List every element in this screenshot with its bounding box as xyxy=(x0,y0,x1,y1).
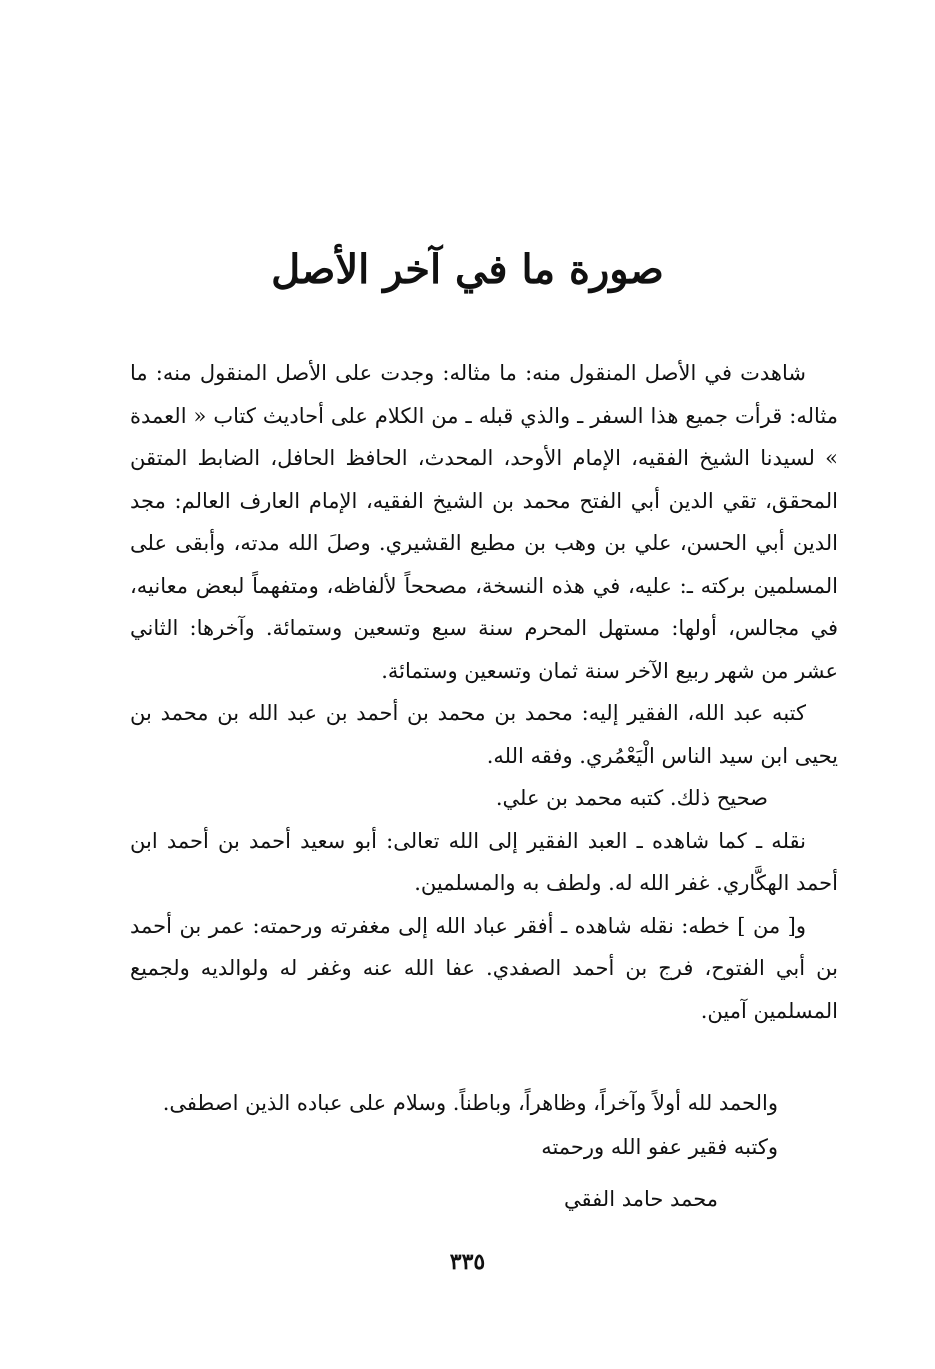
signer-name: محمد حامد الفقي xyxy=(564,1187,718,1211)
body-text xyxy=(130,352,838,1032)
paragraph-verification: صحيح ذلك. كتبه محمد بن علي. xyxy=(495,786,768,810)
page-number: ٣٣٥ xyxy=(449,1249,486,1275)
paragraph-attestation: شاهدت في الأصل المنقول منه: ما مثاله: وجدت على الأصل المنقول منه: ما مثاله: قرأت جميع هذا السفر ـ والذي قبله ـ من الكلام على أحاديث كتاب « العمدة » لسيدنا الشيخ الفقيه، الإمام الأوحد، المحدث، الحافظ الحافل، الضابط المتقن المحقق، تقي الدين أبي الفتح محمد بن الشيخ الفقيه، الإمام العارف العالم: مجد الدين أبي الحسن، علي بن وهب بن مطيع القشيري. وصلَ الله مدته، وأبقى على المسلمين بركته ـ: عليه، في هذه النسخة، مصححاً لألفاظه، ومتفهماً لبعض معانيه، في مجالس، أولها: مستهل المحرم سنة سبع وتسعين وستمائة. وآخرها: الثاني عشر من شهر ربيع الآخر سنة ثمان وتسعين وستمائة. xyxy=(130,361,838,683)
paragraph-copyist: كتبه عبد الله، الفقير إليه: محمد بن محمد بن أحمد بن عبد الله بن محمد بن يحيى ابن سيد الناس الْيَعْمُري. وفقه الله. xyxy=(130,701,838,768)
page-title: صورة ما في آخر الأصل xyxy=(271,246,664,293)
paragraph-second-transmission: و[ من ] خطه: نقله شاهده ـ أفقر عباد الله إلى مغفرته ورحمته: عمر بن أحمد بن أبي الفتوح، فرج بن أحمد الصفدي. عفا الله عنه وغفر له ولوالديه ولجميع المسلمين آمين. xyxy=(130,913,838,1023)
closing-signed-by: وكتبه فقير عفو الله ورحمته xyxy=(541,1135,778,1159)
closing-block xyxy=(130,1082,838,1220)
paragraph-transmission: نقله ـ كما شاهده ـ العبد الفقير إلى الله تعالى: أبو سعيد أحمد بن أحمد ابن أحمد الهكَّاري. غفر الله له. ولطف به والمسلمين. xyxy=(130,828,838,895)
closing-praise: والحمد لله أولاً وآخراً، وظاهراً، وباطناً. وسلام على عباده الذين اصطفى. xyxy=(162,1091,778,1115)
